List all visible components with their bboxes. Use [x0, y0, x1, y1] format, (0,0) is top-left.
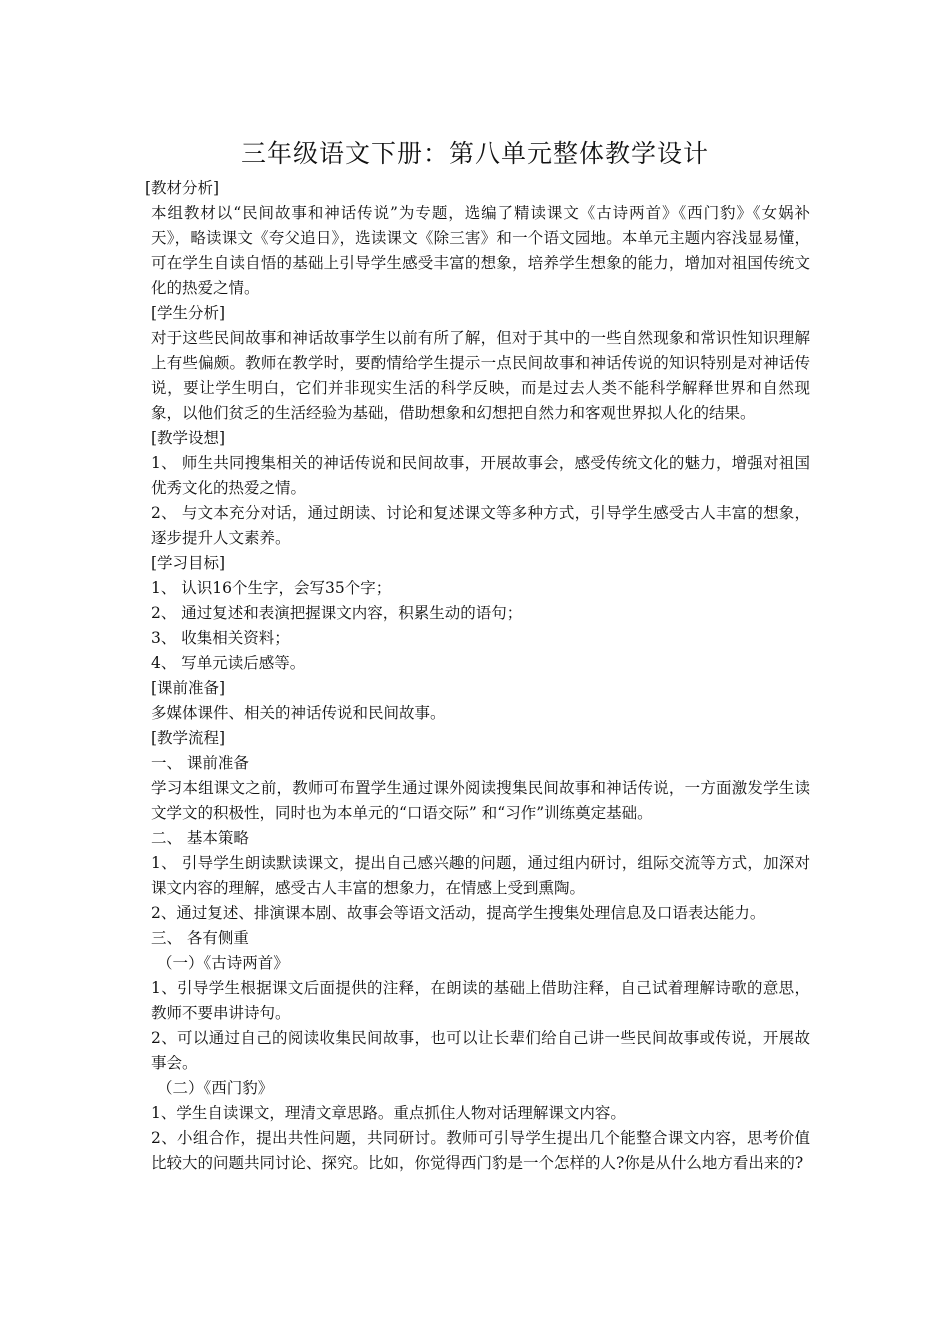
paragraph: 1、 引导学生朗读默读课文，提出自己感兴趣的问题，通过组内研讨，组际交流等方式，加深对课文内容的理解，感受古人丰富的想象力，在情感上受到熏陶。 [151, 854, 810, 897]
paragraph: 2、通过复述、排演课本剧、故事会等语文活动，提高学生搜集处理信息及口语表达能力。 [151, 904, 766, 922]
paragraph: 1、引导学生根据课文后面提供的注释，在朗读的基础上借助注释，自己试着理解诗歌的意思，教师不要串讲诗句。 [151, 979, 810, 1022]
paragraph: 学习本组课文之前，教师可布置学生通过课外阅读搜集民间故事和神话传说，一方面激发学生读文学文的积极性，同时也为本单元的“口语交际” 和“习作”训练奠定基础。 [151, 779, 810, 822]
paragraph: 1、 师生共同搜集相关的神话传说和民间故事，开展故事会，感受传统文化的魅力，增强对祖国优秀文化的热爱之情。 [151, 454, 810, 497]
paragraph: 1、 认识16个生字，会写35个字； [151, 579, 392, 597]
paragraph: 2、 与文本充分对话，通过朗读、讨论和复述课文等多种方式，引导学生感受古人丰富的想象，逐步提升人文素养。 [151, 504, 810, 547]
paragraph: [学生分析] [151, 304, 226, 322]
paragraph: （一）《古诗两首》 [157, 954, 289, 972]
paragraph: 2、可以通过自己的阅读收集民间故事，也可以让长辈们给自己讲一些民间故事或传说，开展故事会。 [151, 1029, 810, 1072]
paragraph: 本组教材以“民间故事和神话传说”为专题，选编了精读课文《古诗两首》《西门豹》《女娲补天》，略读课文《夸父追日》，选读课文《除三害》和一个语文园地。本单元主题内容浅显易懂，可在学生自读自悟的基础上引导学生感受丰富的想象，培养学生想象的能力，增加对祖国传统文化的热爱之情。 [151, 204, 810, 297]
paragraph: 1、学生自读课文，理清文章思路。重点抓住人物对话理解课文内容。 [151, 1104, 626, 1122]
paragraph: 一、 课前准备 [151, 754, 249, 772]
paragraph: 2、小组合作，提出共性问题，共同研讨。教师可引导学生提出几个能整合课文内容，思考价值比较大的问题共同讨论、探究。比如，你觉得西门豹是一个怎样的人?你是从什么地方看出来的? [151, 1129, 810, 1172]
paragraph: [教学设想] [151, 429, 226, 447]
paragraph: [学习目标] [151, 554, 226, 572]
paragraph: （二）《西门豹》 [157, 1079, 274, 1097]
paragraph: 二、 基本策略 [151, 829, 249, 847]
document-body [145, 176, 810, 1176]
paragraph: [教学流程] [151, 729, 226, 747]
paragraph: 对于这些民间故事和神话故事学生以前有所了解，但对于其中的一些自然现象和常识性知识理解上有些偏颇。教师在教学时，要酌情给学生提示一点民间故事和神话传说的知识特别是对神话传说，要让学生明白，它们并非现实生活的科学反映，而是过去人类不能科学解释世界和自然现象，以他们贫乏的生活经验为基础，借助想象和幻想把自然力和客观世界拟人化的结果。 [151, 329, 810, 422]
paragraph: 4、 写单元读后感等。 [151, 654, 306, 672]
paragraph: 2、 通过复述和表演把握课文内容，积累生动的语句； [151, 604, 523, 622]
paragraph: 三、 各有侧重 [151, 929, 249, 947]
paragraph: 多媒体课件、相关的神话传说和民间故事。 [151, 704, 446, 722]
paragraph: 3、 收集相关资料； [151, 629, 290, 647]
document-title: 三年级语文下册：第八单元整体教学设计 [240, 139, 709, 168]
paragraph: [教材分析] [145, 179, 220, 197]
paragraph: [课前准备] [151, 679, 226, 697]
